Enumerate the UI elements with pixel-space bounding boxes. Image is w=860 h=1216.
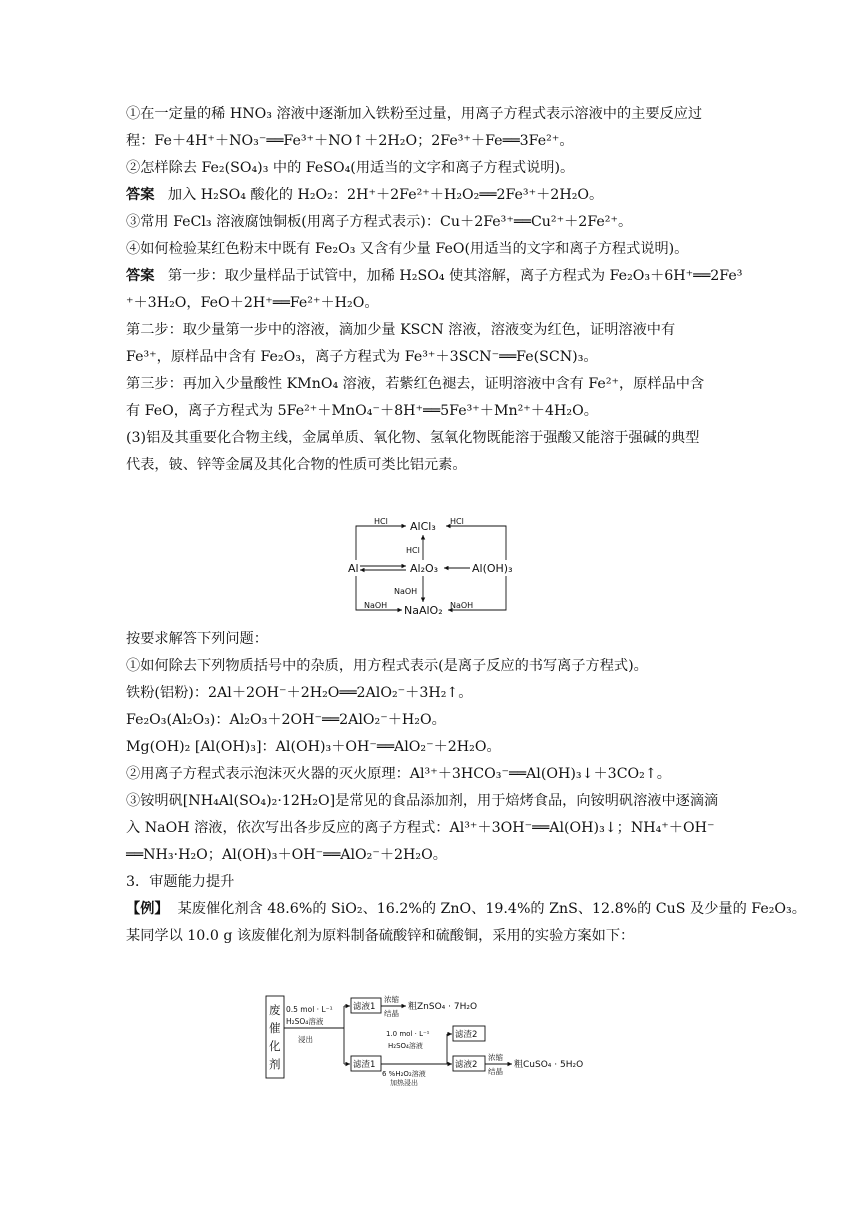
answer-text: 第一步：取少量样品于试管中，加稀 H₂SO₄ 使其溶解，离子方程式为 Fe₂O₃＋6H⁺══2Fe³: [167, 268, 743, 284]
text-line: ②用离子方程式表示泡沫灭火器的灭火原理：Al³⁺＋3HCO₃⁻══Al(OH)₃↓＋3CO₂↑。: [126, 766, 671, 782]
naalo2-label: NaAlO₂: [404, 604, 443, 617]
text-line: 某同学以 10.0 g 该废催化剂为原料制备硫酸锌和硫酸铜，采用的实验方案如下：: [126, 928, 635, 944]
step2-mid-label: H₂SO₄溶液: [388, 1042, 423, 1050]
hcl-label-center: HCl: [406, 546, 420, 555]
answer-line: [126, 185, 746, 205]
example-label: 【例】: [126, 901, 169, 917]
example-line: [126, 899, 806, 919]
hcl-label-left: HCl: [374, 517, 388, 526]
text-line: 有 FeO，离子方程式为 5Fe²⁺＋MnO₄⁻＋8H⁺══5Fe³⁺＋Mn²⁺＋4H₂O。: [126, 403, 598, 419]
text-line: 按要求解答下列问题：: [126, 631, 268, 647]
filtrate2-label: 滤液2: [455, 1060, 478, 1070]
text-line: Fe³⁺，原样品中含有 Fe₂O₃，离子方程式为 Fe³⁺＋3SCN⁻══Fe(SCN)₃。: [126, 349, 598, 365]
text-line: 第三步：再加入少量酸性 KMnO₄ 溶液，若紫红色褪去，证明溶液中含有 Fe²⁺，原样品中含: [126, 376, 705, 392]
hcl-label-right: HCl: [450, 517, 464, 526]
example-text: 某废催化剂含 48.6%的 SiO₂、16.2%的 ZnO、19.4%的 ZnS、12.8%的 CuS 及少量的 Fe₂O₃。: [177, 901, 806, 917]
start-label-char: 催: [269, 1021, 281, 1035]
text-line: ①在一定量的稀 HNO₃ 溶液中逐渐加入铁粉至过量，用离子方程式表示溶液中的主要反应过: [126, 106, 703, 122]
naoh-label-right: NaOH: [450, 601, 474, 610]
section-heading: 3．审题能力提升: [126, 874, 235, 890]
naoh-label-left: NaOH: [364, 601, 388, 610]
answer-text: 加入 H₂SO₄ 酸化的 H₂O₂：2H⁺＋2Fe²⁺＋H₂O₂══2Fe³⁺＋2H₂O。: [167, 187, 604, 203]
text-line: (3)铝及其重要化合物主线，金属单质、氧化物、氢氧化物既能溶于强酸又能溶于强碱的典型: [126, 430, 700, 446]
text-line: 铁粉(铝粉)：2Al＋2OH⁻＋2H₂O══2AlO₂⁻＋3H₂↑。: [126, 685, 473, 701]
answer-label: 答案: [126, 268, 155, 284]
text-line: ⁺＋3H₂O，FeO＋2H⁺══Fe²⁺＋H₂O。: [126, 295, 379, 311]
text-line: 代表，铍、锌等金属及其化合物的性质可类比铝元素。: [126, 457, 467, 473]
answer-line: [126, 266, 746, 286]
text-line: Mg(OH)₂ [Al(OH)₃]：Al(OH)₃＋OH⁻══AlO₂⁻＋2H₂O。: [126, 739, 501, 755]
product1-label: 粗ZnSO₄ · 7H₂O: [408, 1002, 478, 1012]
step1-bot-label: 浸出: [298, 1035, 313, 1044]
step1-top-label: 0.5 mol · L⁻¹: [286, 1005, 333, 1014]
naoh-label-center: NaOH: [394, 587, 418, 596]
cryst1-label: 结晶: [384, 1009, 399, 1018]
cryst2-label: 结晶: [488, 1067, 503, 1076]
text-line: ══NH₃·H₂O；Al(OH)₃＋OH⁻══AlO₂⁻＋2H₂O。: [126, 847, 447, 863]
text-line: ③常用 FeCl₃ 溶液腐蚀铜板(用离子方程式表示)：Cu＋2Fe³⁺══Cu²⁺＋2Fe²⁺。: [126, 214, 633, 230]
text-line: ④如何检验某红色粉末中既有 Fe₂O₃ 又含有少量 FeO(用适当的文字和离子方程式说明)。: [126, 241, 689, 257]
text-line: 第二步：取少量第一步中的溶液，滴加少量 KSCN 溶液，溶液变为红色，证明溶液中有: [126, 322, 676, 338]
start-label: [269, 1003, 281, 1071]
text-line: Fe₂O₃(Al₂O₃)：Al₂O₃＋2OH⁻══2AlO₂⁻＋H₂O。: [126, 712, 446, 728]
residue1-label: 滤渣1: [353, 1060, 376, 1070]
step2-top-label: 1.0 mol · L⁻¹: [386, 1030, 430, 1038]
product2-label: 粗CuSO₄ · 5H₂O: [514, 1060, 584, 1070]
step2-low1-label: 6 %H₂O₂溶液: [382, 1070, 426, 1078]
aloh3-label: Al(OH)₃: [472, 562, 513, 575]
start-label-char: 剂: [269, 1057, 281, 1071]
text-line: 程：Fe＋4H⁺＋NO₃⁻══Fe³⁺＋NO↑＋2H₂O；2Fe³⁺＋Fe══3Fe²⁺。: [126, 133, 574, 149]
process-flow-diagram: [264, 990, 604, 1086]
start-label-char: 废: [269, 1003, 281, 1017]
conc2-label: 浓缩: [488, 1053, 503, 1062]
aluminum-diagram: [330, 510, 530, 622]
residue2-label: 滤渣2: [455, 1030, 478, 1040]
filtrate1-label: 滤液1: [353, 1002, 376, 1012]
step1-mid-label: H₂SO₄溶液: [286, 1017, 324, 1026]
al2o3-label: Al₂O₃: [410, 562, 439, 575]
answer-label: 答案: [126, 187, 155, 203]
alcl3-label: AlCl₃: [410, 520, 436, 533]
conc1-label: 浓缩: [384, 995, 399, 1004]
al-label: Al: [348, 562, 359, 575]
text-line: 入 NaOH 溶液，依次写出各步反应的离子方程式：Al³⁺＋3OH⁻══Al(OH)₃↓；NH₄⁺＋OH⁻: [126, 820, 715, 836]
step2-low2-label: 加热浸出: [390, 1079, 418, 1086]
text-line: ①如何除去下列物质括号中的杂质，用方程式表示(是离子反应的书写离子方程式)。: [126, 658, 648, 674]
text-line: ③铵明矾[NH₄Al(SO₄)₂·12H₂O]是常见的食品添加剂，用于焙烤食品，向铵明矾溶液中逐滴滴: [126, 793, 719, 809]
text-line: ②怎样除去 Fe₂(SO₄)₃ 中的 FeSO₄(用适当的文字和离子方程式说明)。: [126, 160, 575, 176]
start-label-char: 化: [269, 1039, 281, 1053]
